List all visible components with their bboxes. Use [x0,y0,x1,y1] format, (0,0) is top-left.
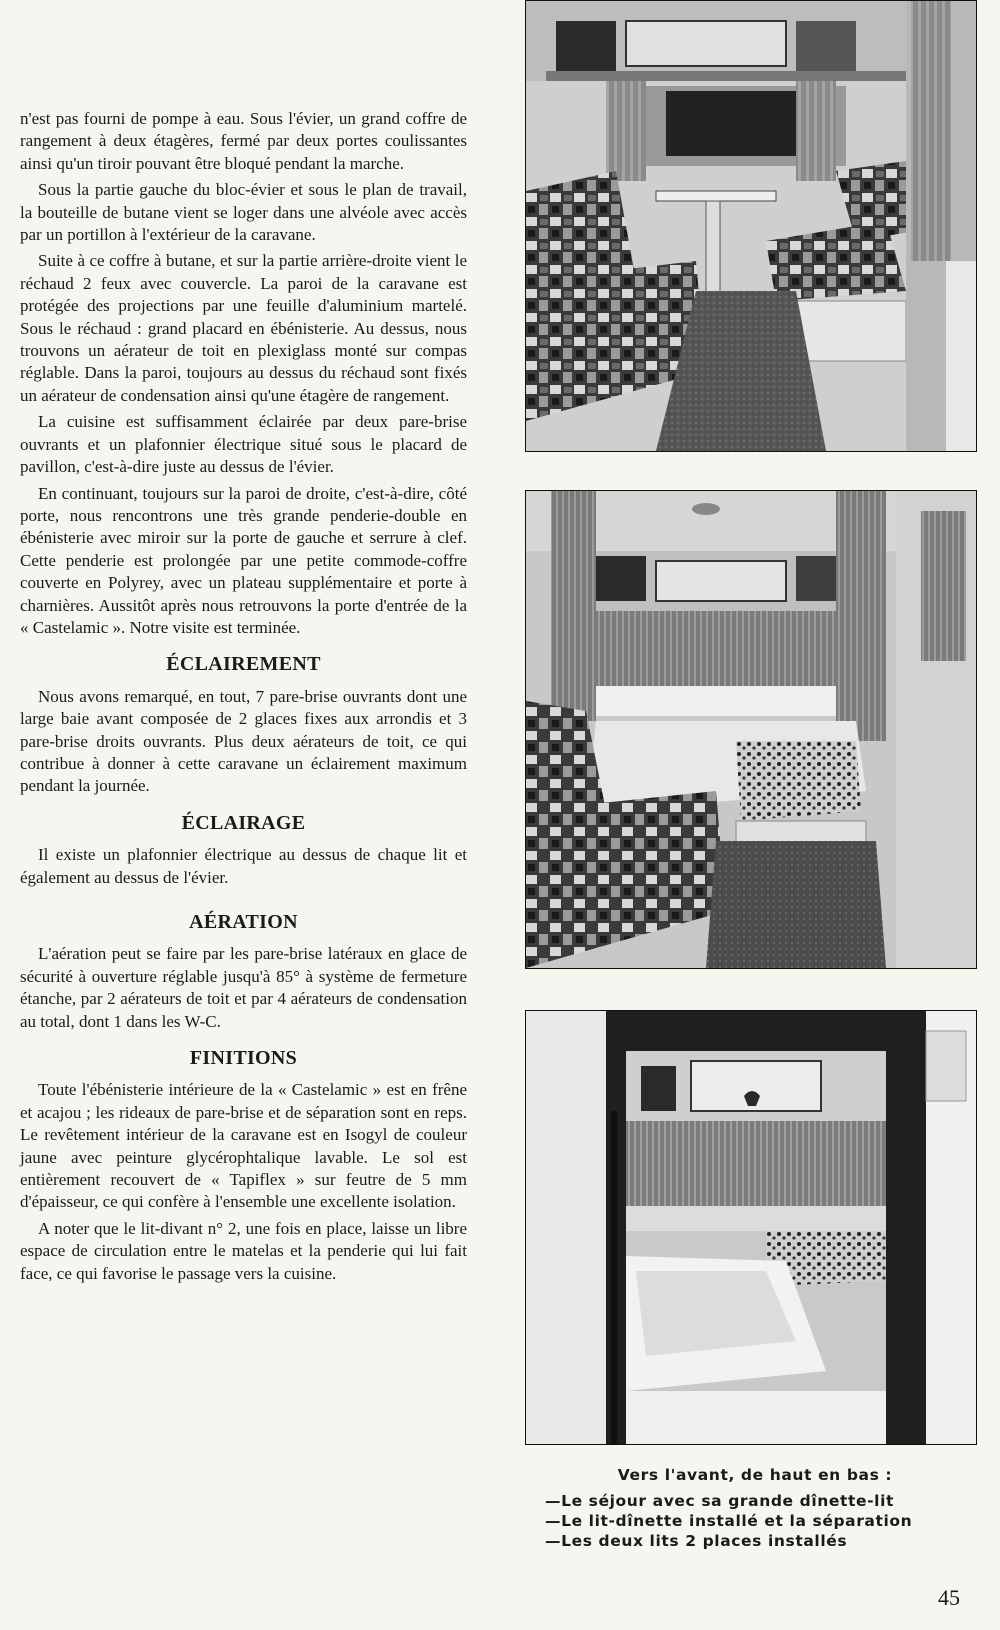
caption-line: —Le lit-dînette installé et la séparation [545,1512,913,1530]
paragraph: Sous la partie gauche du bloc-évier et sous le plan de travail, la bouteille de butane vient se loger dans une alvéole avec accès par un portillon à l'extérieur de la caravane. [20,180,467,245]
section-heading-aeration: AÉRATION [189,911,298,933]
paragraph: Nous avons remarqué, en tout, 7 pare-brise ouvrants dont une large baie avant composée de 2 glaces fixes aux arrondis et 3 pare-brise droits ouvrants. Plus deux aérateurs de toit, ce qui contribue à donner à cette caravane un éclairement maximum pendant la journée. [20,686,467,796]
caption-title: Vers l'avant, de haut en bas : [617,1466,893,1484]
photo-dinette-bed-separation [525,490,977,969]
paragraph: n'est pas fourni de pompe à eau. Sous l'évier, un grand coffre de rangement à deux étagères, fermé par deux portes coulissantes ainsi qu'un tiroir pouvant être bloqué pendant la marche. [20,109,467,173]
photo-caption [545,1465,965,1551]
paragraph: En continuant, toujours sur la paroi de droite, c'est-à-dire, côté porte, nous rencontrons une très grande penderie-double en ébénisterie avec miroir sur la porte de gauche et serrure à clef. Cette penderie est prolongée par une petite commode-coffre couverte en Polyrey, avec un plateau supplémentaire et porte à charnières. Aussitôt après nous retrouvons la porte d'entrée de la « Castelamic ». Notre visite est terminée. [20,483,467,637]
section-heading-eclairement: ÉCLAIREMENT [166,653,321,676]
paragraph: Suite à ce coffre à butane, et sur la partie arrière-droite vient le réchaud 2 feux avec couvercle. La paroi de la caravane est protégée des projections par une feuille d'aluminium martelé. Sous le réchaud : grand placard en ébénisterie. Au dessus, nous trouvons un aérateur de toit en plexiglass monté sur compas réglable. Dans la paroi, toujours au dessus du réchaud sont fixés un aérateur de condensation ainsi qu'une étagère de rangement. [20,251,467,405]
photo-two-double-beds [525,1010,977,1445]
paragraph: Il existe un plafonnier électrique au dessus de chaque lit et également au dessus de l'évier. [20,845,467,887]
paragraph: L'aération peut se faire par les pare-brise latéraux en glace de sécurité à ouverture réglable jusqu'à 85° à système de fermeture étanche, par 2 aérateurs de toit et par 4 aérateurs de condensation au total, dont 1 dans les W-C. [20,944,467,1031]
caption-line: —Les deux lits 2 places installés [545,1532,848,1550]
photo-dinette-bed-image [526,491,976,968]
section-heading-finitions: FINITIONS [189,1047,298,1070]
photo-two-beds-image [526,1011,976,1444]
caption-line: —Le séjour avec sa grande dînette-lit [545,1492,894,1510]
photo-lounge-dinette [525,0,977,452]
section-heading-eclairage: ÉCLAIRAGE [181,811,306,834]
paragraph: A noter que le lit-divant n° 2, une fois en place, laisse un libre espace de circulation entre le matelas et la penderie qui lui fait face, ce qui favorise le passage vers la cuisine. [20,1218,467,1283]
paragraph: La cuisine est suffisamment éclairée par deux pare-brise ouvrants et un plafonnier électrique situé sous le placard de pavillon, c'est-à-dire juste au dessus de l'évier. [20,412,467,477]
page-number: 45 [938,1585,960,1610]
photo-lounge-dinette-image [526,1,976,451]
article-text-column [20,108,467,1289]
paragraph: Toute l'ébénisterie intérieure de la « Castelamic » est en frêne et acajou ; les rideaux de pare-brise et de séparation sont en reps. Le revêtement intérieur de la caravane est en Isogyl de couleur jaune avec peinture glycérophtalique lavable. Le sol est entièrement recouvert de « Tapiflex » sur feutre de 5 mm d'épaisseur, ce qui confère à l'ensemble une excellente isolation. [20,1080,467,1212]
